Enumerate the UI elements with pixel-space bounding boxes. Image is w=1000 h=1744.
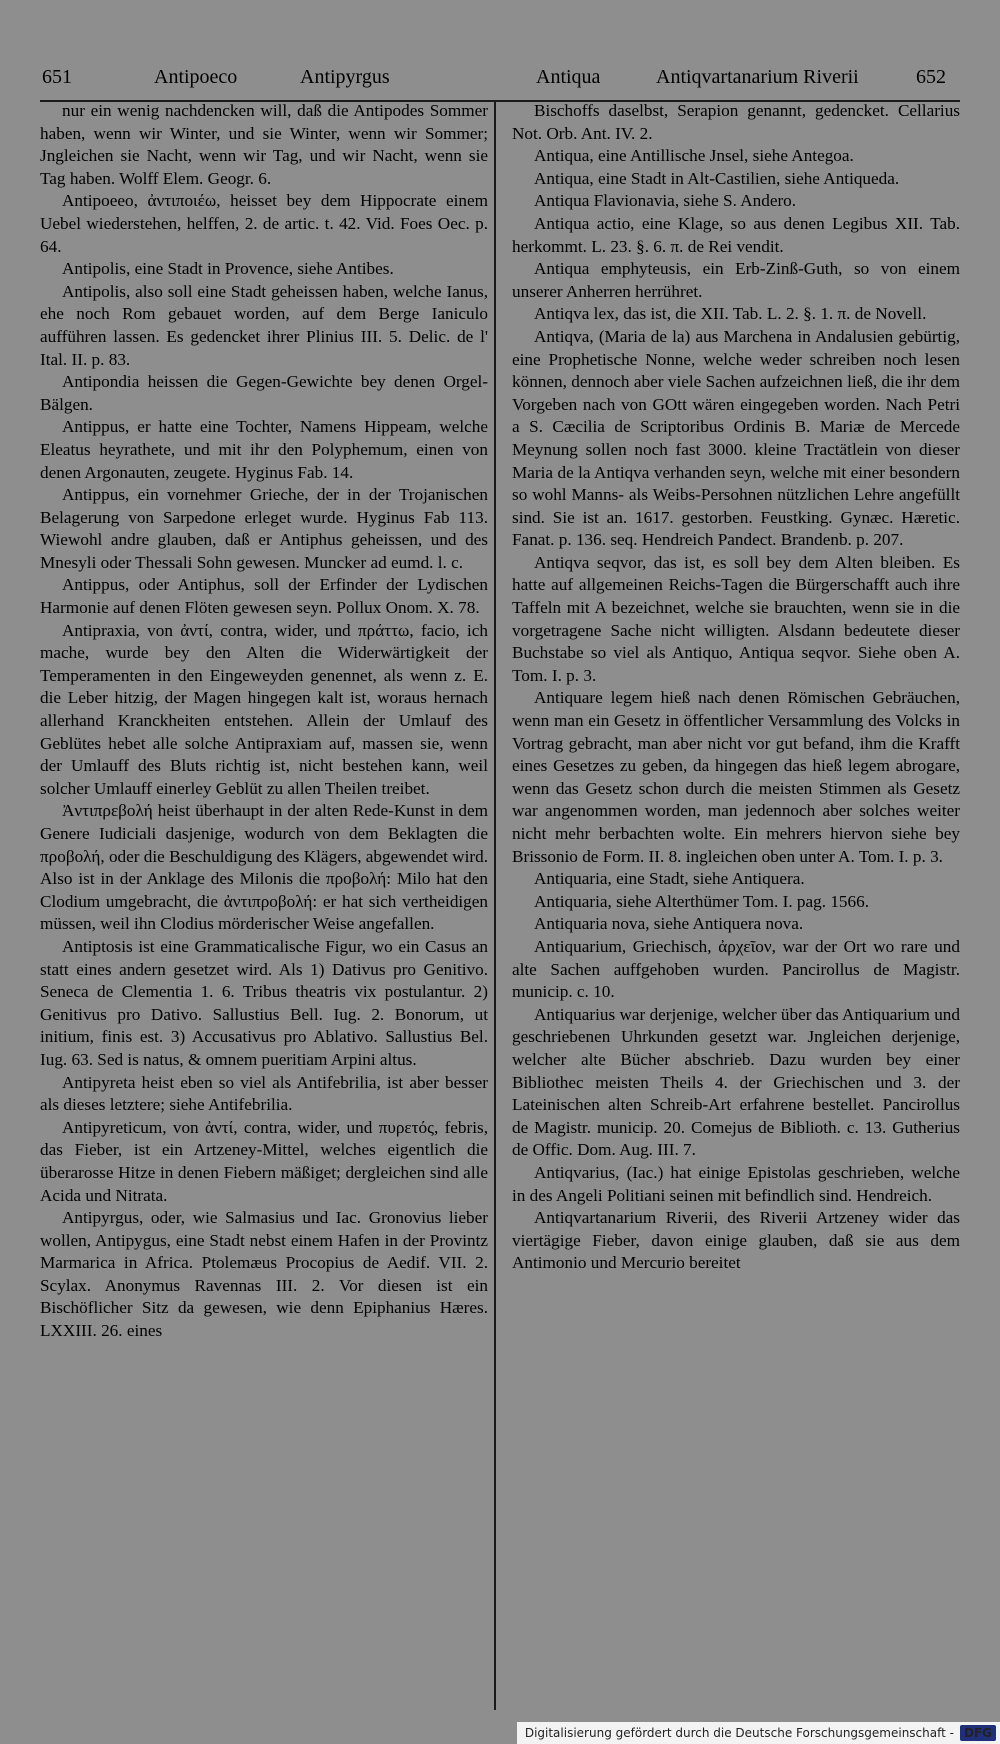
dictionary-entry: Antiqua, eine Stadt in Alt-Castilien, siehe Antiqueda. — [534, 168, 900, 188]
dictionary-entry: Antipyreta heist eben so viel als Antifebrilia, ist aber besser als dieses letztere; siehe Antifebrilia. — [40, 1072, 488, 1115]
dictionary-entry: Bischoffs daselbst, Serapion genannt, gedencket. Cellarius Not. Orb. Ant. IV. 2. — [512, 101, 960, 143]
dictionary-entry: Antiquarium, Griechisch, ἀρχεῖον, war der Ort wo rare und alte Sachen auffgehoben wurden. Pancirollus de Magistr. municip. c. 10. — [512, 936, 960, 1002]
dfg-logo: DFG — [960, 1725, 996, 1741]
footer-text: Digitalisierung gefördert durch die Deutsche Forschungsgemeinschaft - — [524, 1726, 954, 1740]
dictionary-entry: Antiquaria, siehe Alterthümer Tom. I. pag. 1566. — [534, 891, 869, 911]
dictionary-entry: Antiqva, (Maria de la) aus Marchena in Andalusien gebürtig, eine Prophetische Nonne, welche weder schreiben noch lesen können, dennoch aber viele Sachen aufzeichnen ließ, die ihr dem Vorgeben nach von GOtt wären eingegeben worden. Nach Petri a S. Cæcilia de Scriptoribus Ordinis B. Mariæ de Mercede Meynung sollen noch fast 3000. kleine Tractätlein von dieser Maria de la Antiqva verhanden seyn, welche mit einer besondern so wohl Manns- als Weibs-Persohnen nützlichen Lehre angefüllt sind. Sie ist an. 1617. gestorben. Feustking. Gynæc. Hæretic. Fanat. p. 136. seq. Hendreich Pandect. Brandenb. p. 207. — [512, 326, 960, 550]
dictionary-entry: Antiqua Flavionavia, siehe S. Andero. — [534, 191, 797, 211]
running-header — [0, 60, 1000, 104]
dictionary-entry: Antiqva lex, das ist, die XII. Tab. L. 2. §. 1. π. de Novell. — [534, 304, 927, 324]
dictionary-entry: Antiqua actio, eine Klage, so aus denen Legibus XII. Tab. herkommt. L. 23. §. 6. π. de Rei vendit. — [512, 213, 960, 256]
dictionary-entry: Antipyreticum, von ἀντί, contra, wider, und πυρετός, febris, das Fieber, ist ein Artzeney-Mittel, welches eigentlich die überarosse Hitze in denen Fiebern mäßiget; dergleichen sind alle Acida und Nitrata. — [40, 1117, 488, 1205]
dictionary-entry: Ἀντιπρεβολή heist überhaupt in der alten Rede-Kunst in dem Genere Iudiciali dasjenige, wodurch von dem Beklagten die προβολή, oder die Beschuldigung des Klägers, abgewendet wird. Also ist in der Anklage des Milonis die προβολή: Milo hat den Clodium umgebracht, die ἀντιπροβολή: er hat sich vertheidigen müssen, weil ihn Clodius mörderischer Weise angefallen. — [40, 801, 488, 934]
header-keyword-right-2: Antiqvartanarium Riverii — [656, 66, 859, 88]
header-keyword-left-1: Antipoeco — [154, 66, 238, 88]
dictionary-entry: Antiquaria, eine Stadt, siehe Antiquera. — [534, 869, 805, 889]
right-column — [512, 100, 960, 1275]
page-number-right: 652 — [916, 66, 946, 88]
dictionary-entry: Antiqva seqvor, das ist, es soll bey dem Alten bleiben. Es hatte auf allgemeinen Reichs-Tagen die Bürgerschafft auch ihre Taffeln mit A bezeichnet, welche sie brauchten, wenn sie in die vorgetragene Sache nicht willigten. Alsdann bedeutete dieser Buchstabe so viel als Antiquo, Antiqua seqvor. Siehe oben A. Tom. I. p. 3. — [512, 552, 960, 685]
column-divider — [494, 100, 496, 1710]
dictionary-entry: Antipoeeo, ἀντιποιέω, heisset bey dem Hippocrate einem Uebel wiederstehen, helffen, 2. de artic. t. 42. Vid. Foes Oec. p. 64. — [40, 191, 488, 256]
footer-bar — [517, 1722, 1000, 1744]
header-keyword-left-2: Antipyrgus — [300, 66, 390, 88]
dictionary-entry: Antippus, er hatte eine Tochter, Namens Hippeam, welche Eleatus heyrathete, und mit ihr den Polyphemum, einen von denen Argonauten, zeugete. Hyginus Fab. 14. — [40, 417, 488, 482]
dictionary-entry: Antiqua emphyteusis, ein Erb-Zinß-Guth, so von einem unserer Anherren herrühret. — [512, 259, 960, 301]
dictionary-entry: Antipondia heissen die Gegen-Gewichte bey denen Orgel-Bälgen. — [40, 372, 488, 414]
dictionary-entry: Antiquarius war derjenige, welcher über das Antiquarium und geschriebenen Uhrkunden gesetzt war. Jngleichen derjenige, welcher alte Bücher abschrieb. Dazu wurden bey einer Bibliothec meisten Theils 4. der Griechischen und 3. der Lateinischen alten Schreib-Art erfahrene bestellet. Pancirollus de Magistr. municip. 20. Comejus de Biblioth. c. 13. Gutherius de Offic. Dom. Aug. III. 7. — [512, 1004, 960, 1160]
page-number-left: 651 — [42, 66, 72, 88]
dictionary-entry: Antiqvartanarium Riverii, des Riverii Artzeney wider das viertägige Fieber, davon einige glauben, daß sie aus dem Antimonio und Mercurio bereitet — [512, 1208, 960, 1273]
dictionary-entry: Antipolis, eine Stadt in Provence, siehe Antibes. — [62, 259, 394, 279]
dictionary-entry: Antipyrgus, oder, wie Salmasius und Iac. Gronovius lieber wollen, Antipygus, eine Stadt nebst einem Hafen in der Provintz Marmarica in Africa. Ptolemæus Procopius de Aedif. VII. 2. Scylax. Anonymus Ravennas III. 2. Vor diesen ist ein Bischöflicher Sitz da gewesen, wie denn Epiphanius Hæres. LXXIII. 26. eines — [40, 1208, 488, 1341]
dictionary-entry: Antippus, oder Antiphus, soll der Erfinder der Lydischen Harmonie auf denen Flöten gewesen seyn. Pollux Onom. X. 78. — [40, 575, 488, 618]
dictionary-entry: Antipraxia, von ἀντί, contra, wider, und πράττω, facio, ich mache, wurde bey den Alten die Widerwärtigkeit der Temperamenten in den Eingeweyden genennet, als wenn z. E. die Leber hitzig, der Magen hingegen kalt ist, woraus hernach allerhand Kranckheiten entstehen. Allein der Umlauf des Geblütes hebet alle solche Antipraxiam auf, massen sie, wenn der Umlauff des Bluts richtig ist, nicht bestehen kann, weil solcher Umlauff einerley Geblüt zu allen Theilen treibet. — [40, 620, 488, 798]
dictionary-entry: Antippus, ein vornehmer Grieche, der in der Trojanischen Belagerung von Sarpedone erleget wurde. Hyginus Fab 113. Wiewohl andre glauben, daß er Antiphus geheissen, und des Mnesyli oder Thessali Sohn gewesen. Muncker ad eumd. l. c. — [40, 485, 488, 572]
dictionary-entry: Antipolis, also soll eine Stadt geheissen haben, welche Ianus, ehe noch Rom gebauet worden, auf dem Berge Ianiculo aufführen lassen. Es gedencket ihrer Plinius III. 5. Delic. de l' Ital. II. p. 83. — [40, 281, 488, 369]
dictionary-entry: Antiptosis ist eine Grammaticalische Figur, wo ein Casus an statt eines andern gesetzet wird. Als 1) Dativus pro Genitivo. Seneca de Clementia 1. 6. Tribus theatris vix postulantur. 2) Genitivus pro Dativo. Sallustius Bell. Iug. 2. Bonorum, ut initium, finis est. 3) Accusativus pro Ablativo. Sallustius Bel. Iug. 63. Sed is natus, & omnem pueritiam Arpini altus. — [40, 936, 488, 1069]
header-keyword-right-1: Antiqua — [536, 66, 601, 88]
dictionary-entry: nur ein wenig nachdencken will, daß die Antipodes Sommer haben, wenn wir Winter, und sie Winter, wenn wir Sommer; Jngleichen sie Nacht, wenn wir Tag, und wir Nacht, wenn sie Tag haben. Wolff Elem. Geogr. 6. — [40, 101, 488, 188]
left-column — [40, 100, 488, 1343]
dictionary-entry: Antiquaria nova, siehe Antiquera nova. — [534, 914, 804, 934]
dictionary-entry: Antiqvarius, (Iac.) hat einige Epistolas geschrieben, welche in des Angeli Politiani seinen mit befindlich sind. Hendreich. — [512, 1162, 960, 1205]
dictionary-entry: Antiquare legem hieß nach denen Römischen Gebräuchen, wenn man ein Gesetz in öffentlicher Versammlung des Volcks in Vortrag gebracht, man aber nicht vor gut befand, ihm die Krafft eines Gesetzes zu geben, da hingegen das hieß legem abrogare, wenn das Gesetz schon durch die meisten Stimmen als Gesetz war angenommen worden, man jedennoch aber solches weiter nicht mehr berbachten wolte. Ein mehrers hiervon siehe bey Brissonio de Form. II. 8. ingleichen oben unter A. Tom. I. p. 3. — [512, 688, 960, 866]
dictionary-entry: Antiqua, eine Antillische Jnsel, siehe Antegoa. — [534, 146, 854, 166]
